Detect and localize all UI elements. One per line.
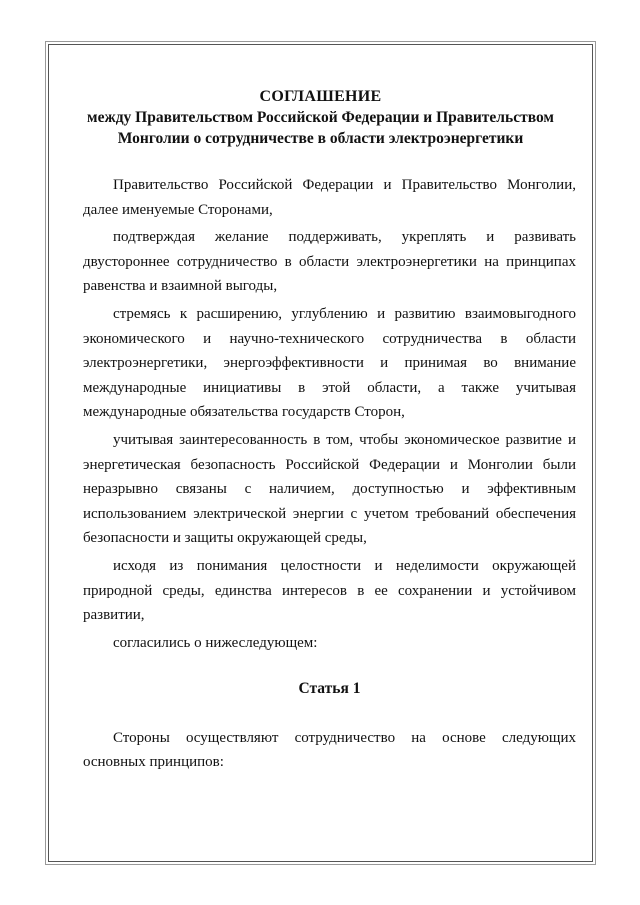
preamble-paragraph-parties: Правительство Российской Федерации и Правительство Монголии, далее именуемые Сторонами, <box>83 177 576 218</box>
preamble-paragraph-striving: стремясь к расширению, углублению и развитию взаимовыгодного экономического и научно-технического сотрудничества в области электроэнергетики, энергоэффективности и принимая во внимание международные инициативы в этой области, а также учитывая международные обязательства государств Сторон, <box>83 305 576 421</box>
document-subtitle-line-2: Монголии о сотрудничестве в области электроэнергетики <box>117 130 524 147</box>
document-header <box>48 86 593 149</box>
preamble-paragraph-confirming: подтверждая желание поддерживать, укреплять и развивать двустороннее сотрудничество в области электроэнергетики на принципах равенства и взаимной выгоды, <box>83 229 576 295</box>
document-subtitle-line-1: между Правительством Российской Федерации и Правительством <box>87 109 554 126</box>
preamble-paragraph-considering: учитывая заинтересованность в том, чтобы экономическое развитие и энергетическая безопасность Российской Федерации и Монголии были неразрывно связаны с наличием, доступностью и эффективным использованием электрической энергии с учетом требований обеспечения безопасности и защиты окружающей среды, <box>83 431 576 547</box>
document-title: СОГЛАШЕНИЕ <box>259 88 382 105</box>
article-title: Статья 1 <box>298 680 361 698</box>
preamble-paragraph-agreed: согласились о нижеследующем: <box>113 634 318 651</box>
document-body <box>83 173 576 778</box>
article-paragraph: Стороны осуществляют сотрудничество на основе следующих основных принципов: <box>83 729 576 771</box>
preamble-paragraph-proceeding: исходя из понимания целостности и неделимости окружающей природной среды, единства интересов в ее сохранении и устойчивом развитии, <box>83 557 576 624</box>
